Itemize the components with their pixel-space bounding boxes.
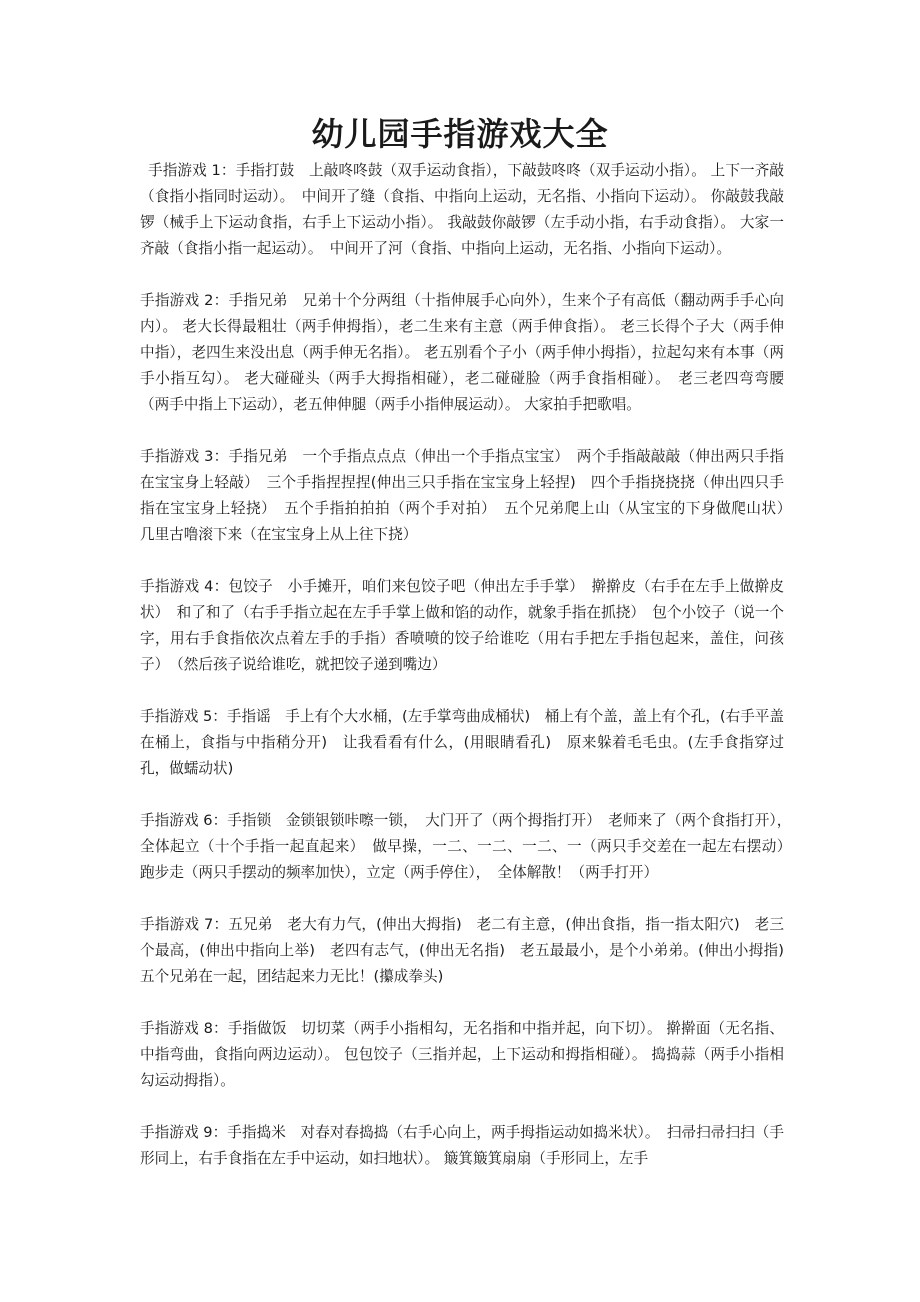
paragraph-game-4: 手指游戏 4：包饺子 小手摊开，咱们来包饺子吧（伸出左手手掌） 擀擀皮（右手在左手上做擀皮状） 和了和了（右手手指立起在左手手掌上做和馅的动作，就象手指在抓挠） 包个小饺子（说一个字，用右手食指依次点着左手的手指）香喷喷的饺子给谁吃（用右手把左手指包起来，盖住，问孩子） （然后孩子说给谁吃，就把饺子递到嘴边） <box>140 578 784 673</box>
paragraph-game-8: 手指游戏 8：手指做饭 切切菜（两手小指相勾，无名指和中指并起，向下切）。 擀擀面（无名指、中指弯曲，食指向两边运动）。 包包饺子（三指并起，上下运动和拇指相碰）。 捣捣蒜（两手小指相勾运动拇指）。 <box>140 1020 784 1089</box>
paragraph-game-6: 手指游戏 6：手指锁 金锁银锁咔嚓一锁， 大门开了（两个拇指打开） 老师来了（两个食指打开）， 全体起立（十个手指一起直起来） 做早操，一二、一二、一二、一（两只手交差在一起左右摆动） 跑步走（两只手摆动的频率加快），立定（两手停住）， 全体解散！（两手打开） <box>140 812 799 881</box>
paragraph-game-7: 手指游戏 7：五兄弟 老大有力气，(伸出大拇指) 老二有主意，(伸出食指，指一指太阳穴) 老三个最高，(伸出中指向上举) 老四有志气，(伸出无名指) 老五最最小，是个小弟弟。(伸出小拇指) 五个兄弟在一起，团结起来力无比！(攥成拳头) <box>140 916 799 985</box>
page-title: 幼儿园手指游戏大全 <box>311 115 609 153</box>
paragraph-game-1: 手指游戏 1：手指打鼓 上敲咚咚鼓（双手运动食指），下敲鼓咚咚（双手运动小指）。 上下一齐敲（食指小指同时运动）。 中间开了缝（食指、中指向上运动，无名指、小指向下运动）。 你敲鼓我敲锣（械手上下运动食指，右手上下运动小指）。 我敲鼓你敲锣（左手动小指，右手动食指）。 大家一齐敲（食指小指一起运动）。 中间开了河（食指、中指向上运动，无名指、小指向下运动）。 <box>140 162 784 257</box>
paragraph-game-9: 手指游戏 9：手指捣米 对春对春捣捣（右手心向上，两手拇指运动如捣米状）。 扫帚扫帚扫扫（手形同上，右手食指在左手中运动，如扫地状）。 簸箕簸箕扇扇（手形同上，左手 <box>140 1124 784 1167</box>
paragraph-game-5: 手指游戏 5：手指谣 手上有个大水桶，(左手掌弯曲成桶状) 桶上有个盖，盖上有个孔，(右手平盖在桶上，食指与中指稍分开) 让我看看有什么，(用眼睛看孔) 原来躲着毛毛虫。(左手食指穿过孔，做蠕动状) <box>140 708 784 777</box>
paragraph-game-3: 手指游戏 3：手指兄弟 一个手指点点点（伸出一个手指点宝宝） 两个手指敲敲敲（伸出两只手指在宝宝身上轻敲） 三个手指捏捏捏(伸出三只手指在宝宝身上轻捏) 四个手指挠挠挠（伸出四只手指在宝宝身上轻挠） 五个手指拍拍拍（两个手对拍） 五个兄弟爬上山（从宝宝的下身做爬山状） 几里古噜滚下来（在宝宝身上从上往下挠） <box>140 448 799 543</box>
paragraph-game-2: 手指游戏 2：手指兄弟 兄弟十个分两组（十指伸展手心向外），生来个子有高低（翻动两手手心向内）。 老大长得最粗壮（两手伸拇指），老二生来有主意（两手伸食指）。 老三长得个子大（两手伸中指），老四生来没出息（两手伸无名指）。 老五别看个子小（两手伸小拇指），拉起勾来有本事（两手小指互勾）。 老大碰碰头（两手大拇指相碰），老二碰碰脸（两手食指相碰）。 老三老四弯弯腰（两手中指上下运动），老五伸伸腿（两手小指伸展运动）。 大家拍手把歌唱。 <box>140 292 784 413</box>
document-body <box>140 158 799 1198</box>
